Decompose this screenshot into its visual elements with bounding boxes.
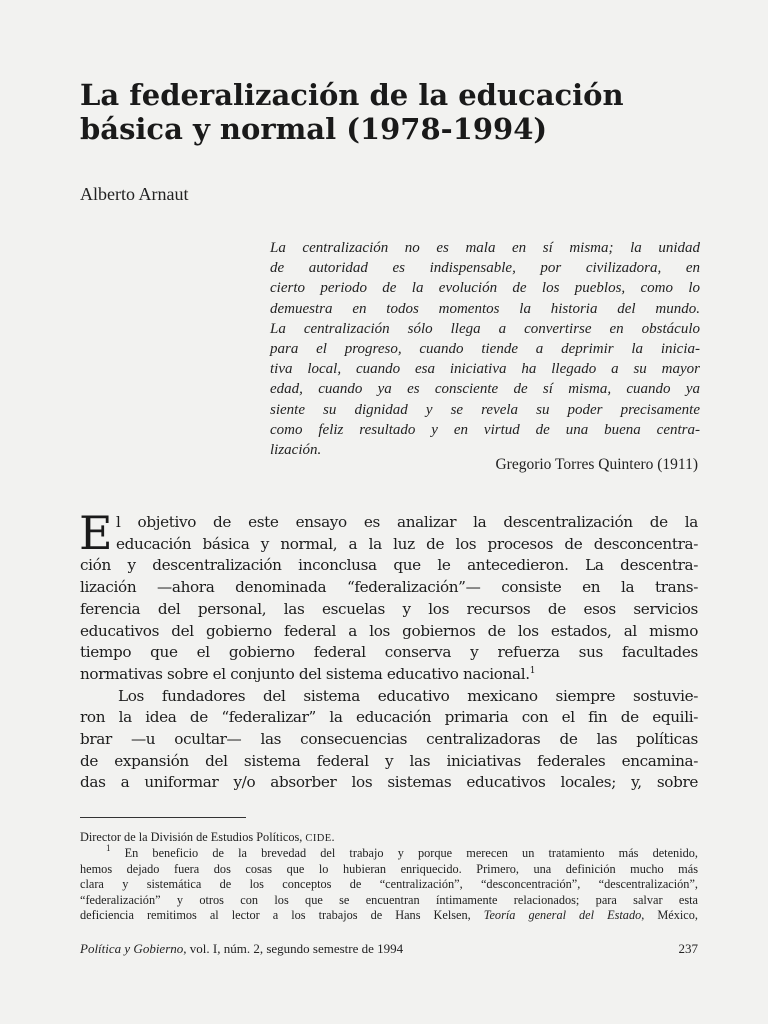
body-line: l objetivo de este ensayo es analizar la descentralización de la <box>116 513 698 531</box>
body-line: lización —ahora denominada “federalización”— consiste en la trans- <box>80 578 698 597</box>
cited-book-title: Teoría general del Estado <box>483 908 642 923</box>
body-line: tiempo que el gobierno federal conserva y refuerza sus facultades <box>80 643 698 662</box>
footnote-line <box>80 843 698 861</box>
article-title-line-2: básica y normal (1978-1994) <box>80 112 548 146</box>
footnote-ref-1[interactable]: 1 <box>529 665 536 676</box>
drop-cap: E <box>79 506 113 560</box>
page-number: 237 <box>678 941 698 956</box>
body-line: Los fundadores del sistema educativo mexicano siempre sostuvie- <box>118 686 698 705</box>
footnote-line: “federalización” y otros con los que se encuentran íntimamente relacionados; para salvar esta <box>80 892 698 907</box>
epigraph-line: cierto periodo de la evolución de los pueblos, como lo <box>270 280 700 297</box>
epigraph-line: tiva local, cuando esa iniciativa ha llegado a su mayor <box>270 361 700 378</box>
epigraph-line: para el progreso, cuando tiende a deprimir la inicia- <box>270 341 700 358</box>
epigraph-line: La centralización sólo llega a convertirse en obstáculo <box>270 320 700 337</box>
article-title <box>80 78 700 146</box>
epigraph-line: La centralización no es mala en sí misma; la unidad <box>270 240 700 256</box>
body-line: das a uniformar y/o absorber los sistemas educativos locales; y, sobre <box>80 773 698 792</box>
body-line: brar —u ocultar— las consecuencias centralizadoras de las políticas <box>80 730 698 749</box>
epigraph-line: lización. <box>270 442 322 459</box>
affiliation-org: CIDE <box>305 833 332 844</box>
body-line: ferencia del personal, las escuelas y los recursos de esos servicios <box>80 599 698 618</box>
body-line: ción y descentralización inconclusa que le antecedieron. La descentra- <box>80 556 698 575</box>
journal-issue: , vol. I, núm. 2, segundo semestre de 1994 <box>183 941 404 956</box>
body-line-last <box>80 664 698 686</box>
author-affiliation <box>80 830 698 846</box>
epigraph-line: siente su dignidad y se revela su poder precisamente <box>270 401 700 418</box>
epigraph-line: como feliz resultado y en virtud de una buena centra- <box>270 421 700 438</box>
running-footer <box>80 941 698 957</box>
body-line: educación básica y normal, a la luz de los procesos de desconcentra- <box>116 534 698 553</box>
affiliation-end: . <box>331 830 335 844</box>
epigraph-line: demuestra en todos momentos la historia del mundo. <box>270 300 700 317</box>
footnote-line: clara y sistemática de los conceptos de “centralización”, “desconcentración”, “descentralización”, <box>80 877 698 892</box>
footnote-text: , México, <box>641 908 698 923</box>
paragraph-1-end: normativas sobre el conjunto del sistema educativo nacional. <box>80 664 530 683</box>
footnote-line-last <box>80 908 698 923</box>
footnote-text: En beneficio de la brevedad del trabajo y porque merecen un tratamiento más detenido, <box>124 846 698 861</box>
body-line: educativos del gobierno federal a los gobiernos de los estados, al mismo <box>80 621 698 640</box>
footnote-text: deficiencia remitimos al lector a los trabajos de Hans Kelsen, <box>80 908 484 923</box>
epigraph <box>270 238 700 460</box>
footnote-divider <box>80 817 246 818</box>
body-text <box>79 506 698 794</box>
epigraph-line: de autoridad es indispensable, por civilizadora, en <box>270 260 700 277</box>
article-author: Alberto Arnaut <box>80 184 189 204</box>
body-line: de expansión del sistema federal y las iniciativas federales encamina- <box>80 751 698 770</box>
body-line: ron la idea de “federalizar” la educación primaria con el fin de equili- <box>80 708 698 727</box>
footnotes <box>80 830 698 923</box>
article-title-line-1: La federalización de la educación <box>80 78 624 112</box>
epigraph-attribution: Gregorio Torres Quintero (1911) <box>495 456 698 473</box>
footnote-number: 1 <box>106 843 111 854</box>
affiliation-text: Director de la División de Estudios Políticos, <box>80 830 306 844</box>
epigraph-line: edad, cuando ya es consciente de sí misma, cuando ya <box>270 381 700 398</box>
footnote-line: hemos dejado fuera dos cosas que lo hubieran enriquecido. Primero, una definición mucho más <box>80 861 698 876</box>
journal-name: Política y Gobierno <box>80 941 184 956</box>
paragraph-1-opening <box>79 506 698 560</box>
